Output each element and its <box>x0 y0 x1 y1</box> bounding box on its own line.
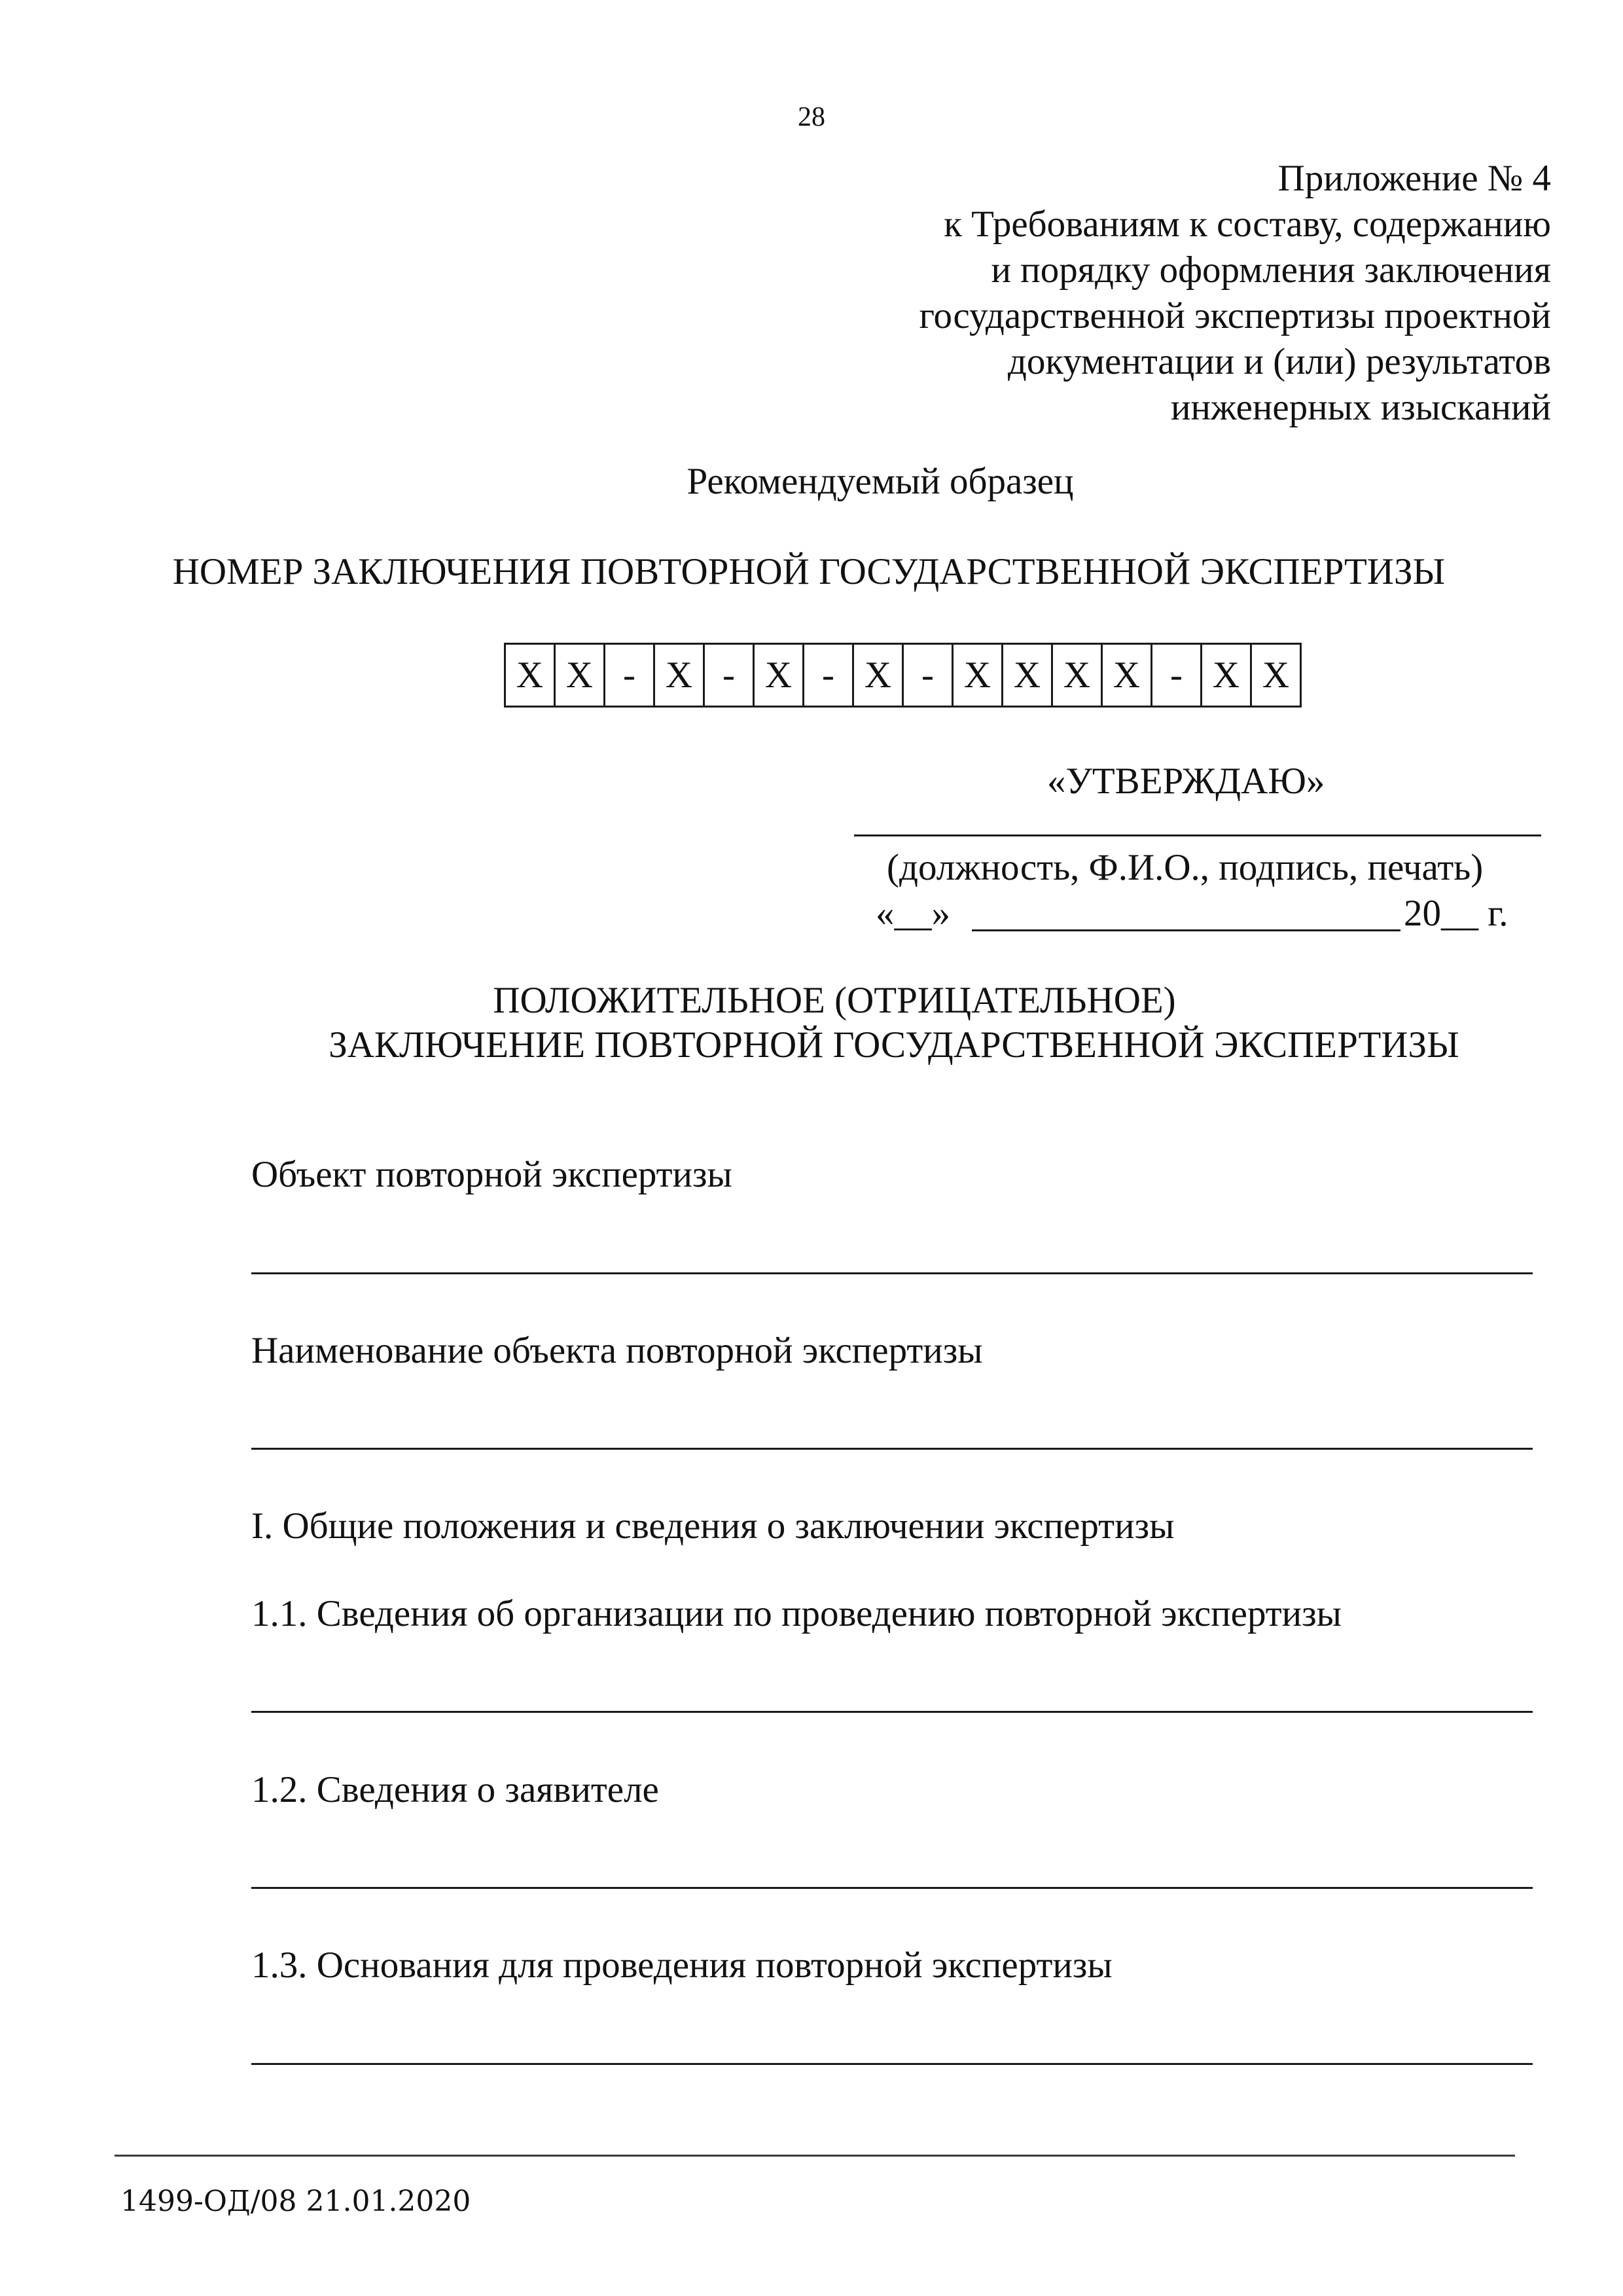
number-cell[interactable]: X <box>505 644 555 707</box>
field-object-label: Объект повторной экспертизы <box>251 1154 732 1195</box>
number-cell[interactable]: X <box>754 644 804 707</box>
number-cell[interactable]: X <box>953 644 1003 707</box>
number-cell[interactable]: X <box>1251 644 1301 707</box>
appendix-line: документации и (или) результатов <box>1007 341 1551 382</box>
item-1-3-label: 1.3. Основания для проведения повторной экспертизы <box>251 1945 1113 1986</box>
number-cell[interactable]: X <box>555 644 605 707</box>
number-cell[interactable]: X <box>1052 644 1102 707</box>
appendix-line: и порядку оформления заключения <box>991 249 1551 291</box>
number-cell[interactable]: X <box>853 644 903 707</box>
number-cell[interactable]: - <box>903 644 953 707</box>
approval-signature-line[interactable] <box>854 834 1541 836</box>
appendix-block <box>919 156 1551 431</box>
item-1-2-label: 1.2. Сведения о заявителе <box>251 1769 659 1810</box>
approval-title: «УТВЕРЖДАЮ» <box>1047 761 1325 802</box>
number-cell[interactable]: - <box>605 644 654 707</box>
footer-document-code: 1499-ОД/08 21.01.2020 <box>120 2185 471 2218</box>
page-number: 28 <box>798 102 825 132</box>
number-cell[interactable]: - <box>804 644 853 707</box>
number-cell[interactable]: X <box>654 644 704 707</box>
number-heading: НОМЕР ЗАКЛЮЧЕНИЯ ПОВТОРНОЙ ГОСУДАРСТВЕННОЙ ЭКСПЕРТИЗЫ <box>172 551 1446 592</box>
number-cell[interactable]: X <box>1102 644 1152 707</box>
section-1-heading: I. Общие положения и сведения о заключении экспертизы <box>251 1505 1175 1547</box>
item-1-1-line[interactable] <box>251 1711 1533 1713</box>
approval-caption: (должность, Ф.И.О., подпись, печать) <box>887 847 1484 888</box>
approval-date-month-line[interactable] <box>972 929 1400 931</box>
number-cell[interactable]: - <box>1152 644 1202 707</box>
appendix-line: Приложение № 4 <box>1277 158 1551 199</box>
field-object-name-label: Наименование объекта повторной экспертизы <box>251 1330 983 1371</box>
item-1-2-line[interactable] <box>251 1887 1533 1889</box>
item-1-1-label: 1.1. Сведения об организации по проведению повторной экспертизы <box>251 1593 1342 1634</box>
conclusion-title-line1: ПОЛОЖИТЕЛЬНОЕ (ОТРИЦАТЕЛЬНОЕ) <box>493 980 1176 1021</box>
conclusion-number-grid <box>504 643 1302 708</box>
item-1-3-line[interactable] <box>251 2063 1533 2065</box>
field-object-line[interactable] <box>251 1272 1533 1274</box>
number-cell[interactable]: X <box>1003 644 1052 707</box>
conclusion-title-line2: ЗАКЛЮЧЕНИЕ ПОВТОРНОЙ ГОСУДАРСТВЕННОЙ ЭКСПЕРТИЗЫ <box>329 1024 1459 1066</box>
appendix-line: к Требованиям к составу, содержанию <box>944 204 1551 245</box>
number-cell[interactable]: - <box>704 644 754 707</box>
recommended-sample-label: Рекомендуемый образец <box>687 461 1074 502</box>
appendix-line: инженерных изысканий <box>1170 387 1551 428</box>
approval-date-day: «__» <box>876 893 950 934</box>
number-cell[interactable]: X <box>1202 644 1251 707</box>
field-object-name-line[interactable] <box>251 1448 1533 1450</box>
approval-date-year: 20__ г. <box>1404 893 1508 934</box>
footer-divider <box>115 2155 1515 2157</box>
appendix-line: государственной экспертизы проектной <box>919 295 1551 336</box>
